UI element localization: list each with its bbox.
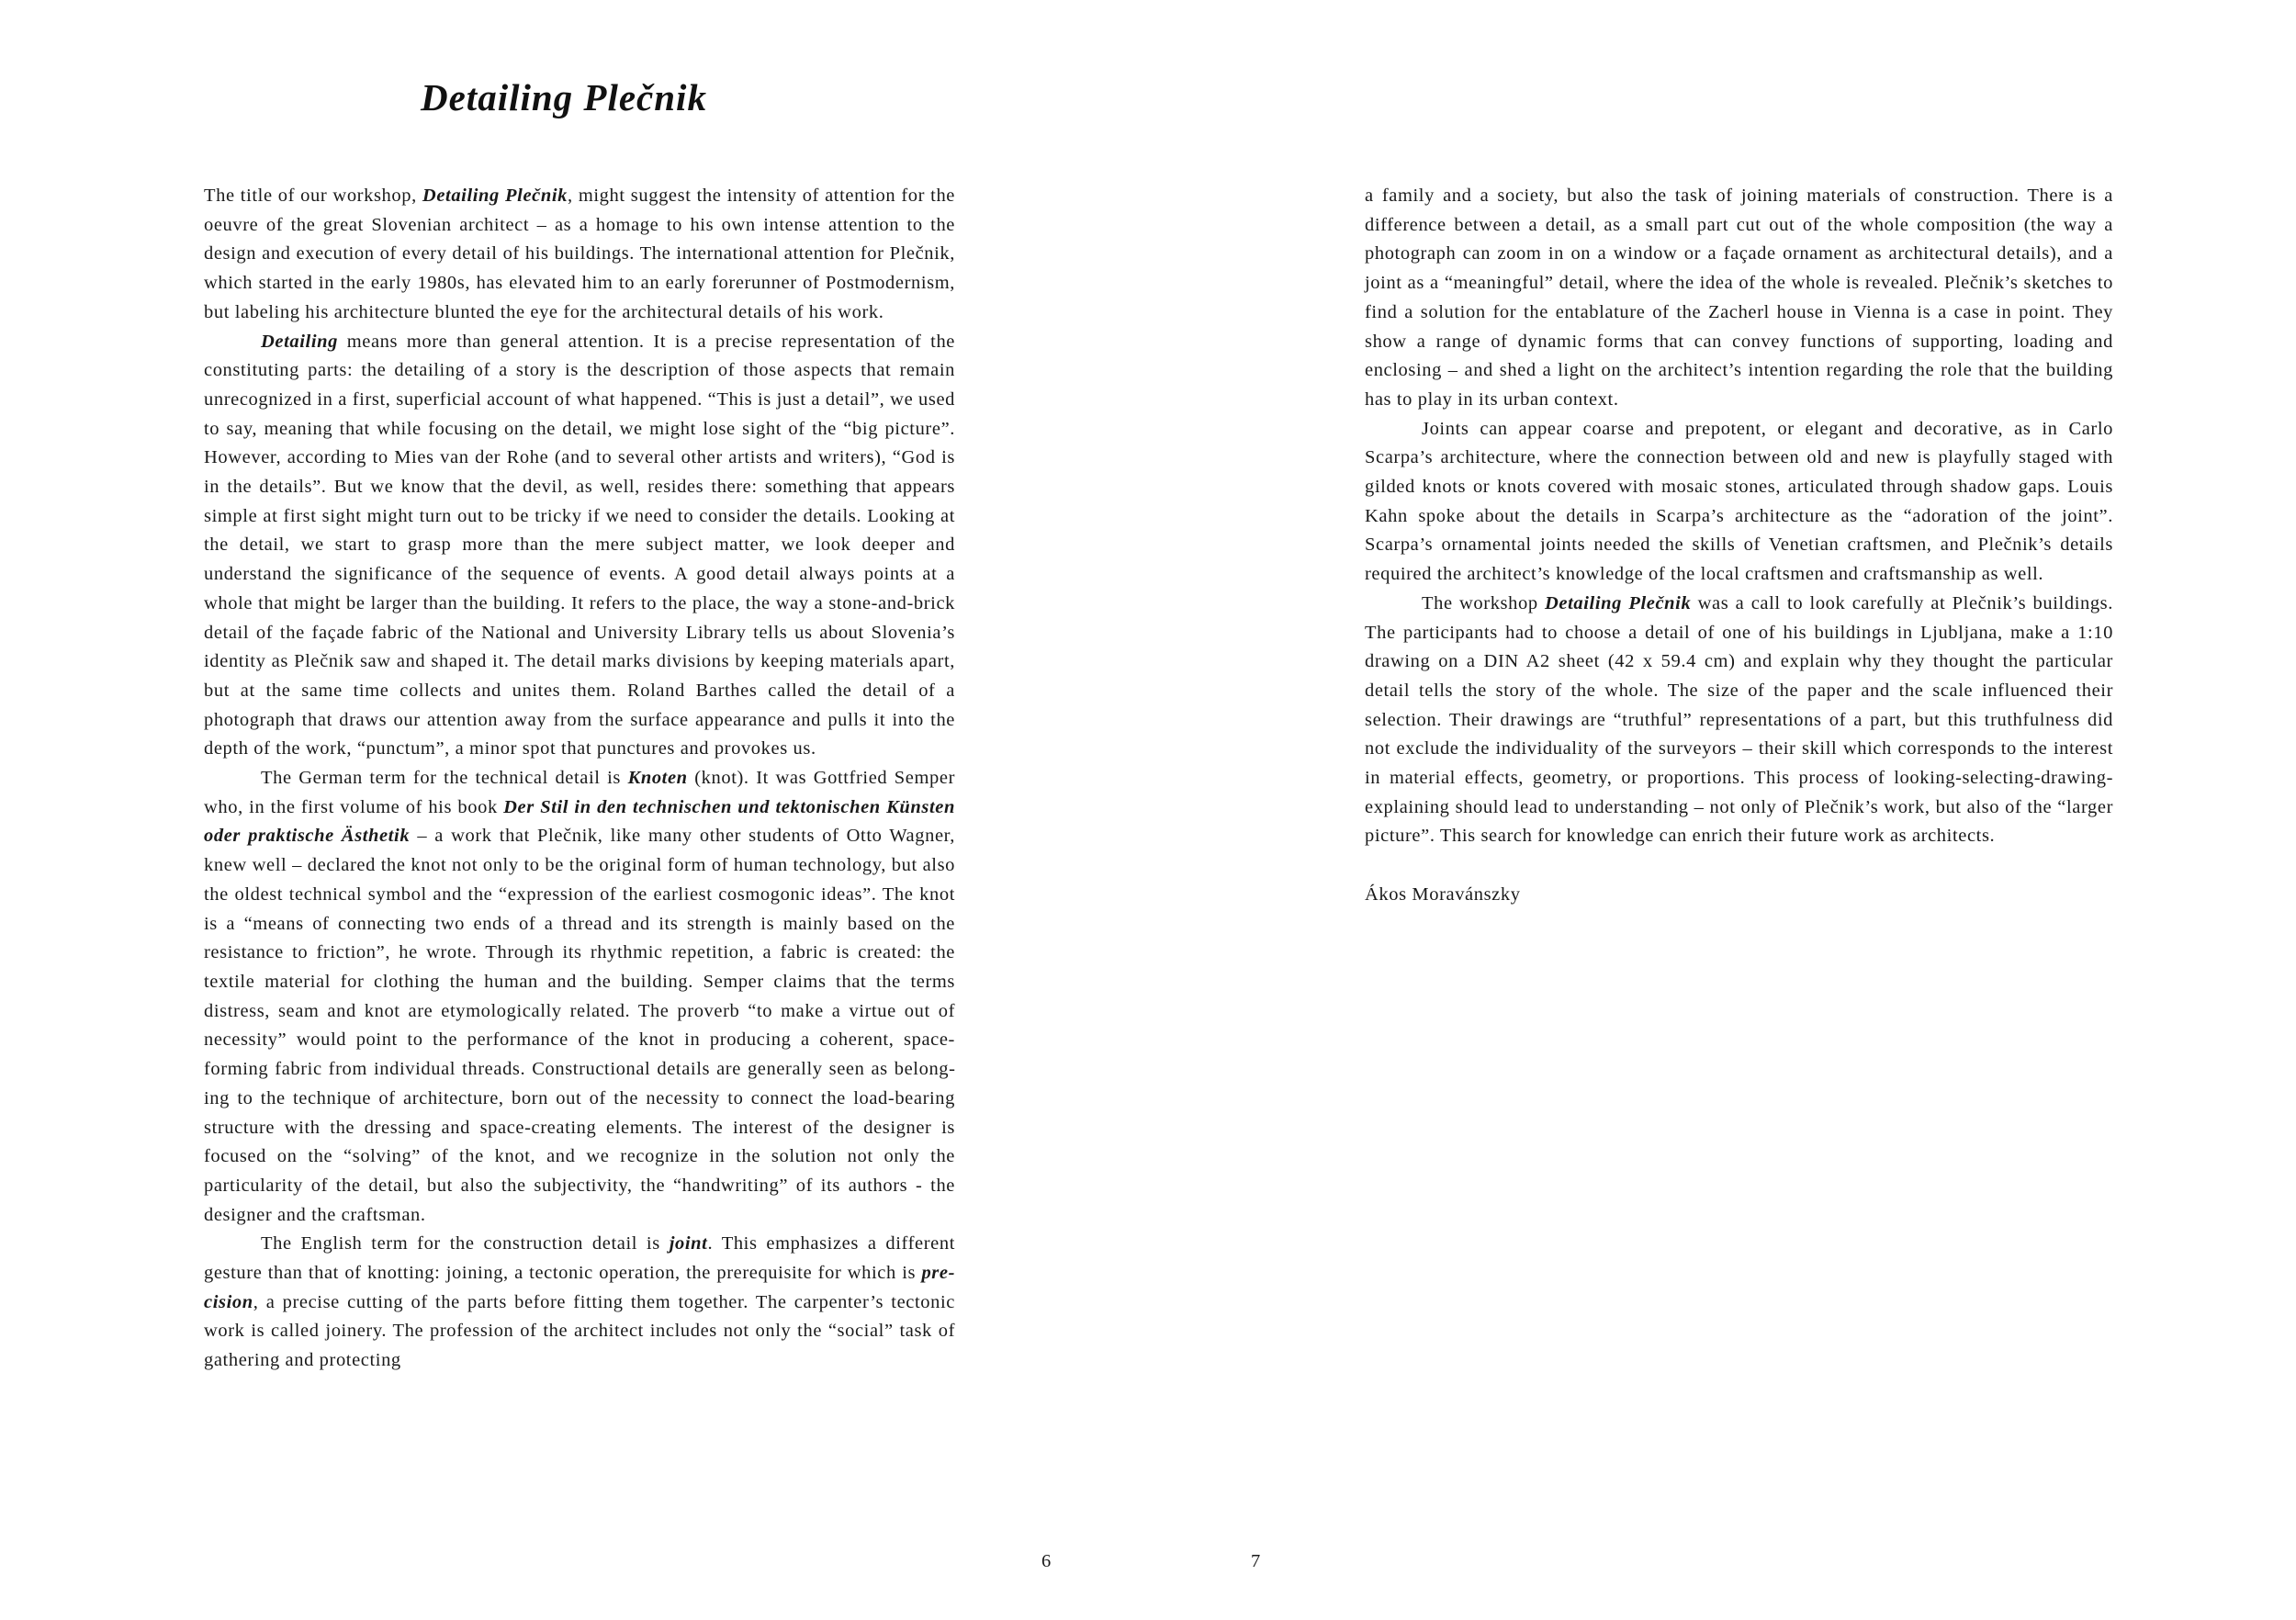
paragraph-text: means more than general attention. It is a precise representation of the constituting parts: the detailing of a story is the description of those aspects that remain unrecognized in a first, superficial account of what happened. “This is just a detail”, we used to say, meaning that while focusing on the detail, we might lose sight of the “big picture”. However, according to Mies van der Rohe (and to several other artists and writers), “God is in the details”. But we know that the devil, as well, resides there: something that appears simple at first sight might turn out to be tricky if we need to consider the details. Looking at the detail, we start to grasp more than the mere subject matter, we look deeper and understand the significance of the sequence of events. A good detail always points at a whole that might be larger than the building. It refers to the place, the way a stone-and-brick detail of the façade fabric of the National and University Library tells us about Slovenia’s identity as Plečnik saw and shaped it. The detail marks divisions by keeping materials apart, but at the same time collects and unites them. Roland Barthes called the detail of a photograph that draws our attention away from the surface appearance and pulls it into the depth of the work, “punctum”, a minor spot that punctures and provokes us. xyxy=(204,331,955,759)
emphasis-knoten: Knoten xyxy=(627,768,688,789)
paragraph-text: The title of our workshop, xyxy=(204,186,422,206)
author-signature: Ákos Moravánszky xyxy=(1365,883,1521,905)
paragraph-text: – a work that Plečnik, like many other students of Otto Wagner, knew well – declared the knot not only to be the original form of human technology, but also the oldest technical symbol and the “expression of the earliest cosmogonic ideas”. The knot is a “means of connecting two ends of a thread and its strength is mainly based on the resistance to friction”, he wrote. Through its rhythmic repetition, a fabric is created: the textile material for clothing the human and the building. Semper claims that the terms distress, seam and knot are etymologically related. The proverb “to make a virtue out of necessity” would point to the performance of the knot in producing a coherent, space-forming fabric from individual threads. Constructional details are generally seen as belonging to the technique of architecture, born out of the necessity to connect the load-bearing structure with the dressing and space-creating elements. The interest of the designer is focused on the “solving” of the knot, and we recognize in the solution not only the particularity of the detail, but also the subjectivity, the “handwriting” of its authors - the designer and the craftsman. xyxy=(204,826,955,1225)
paragraph-text: was a call to look carefully at Plečnik’s buildings. The participants had to choose a detail of one of his buildings in Ljubljana, make a 1:10 drawing on a DIN A2 sheet (42 x 59.4 cm) and explain why they thought the particular detail tells the story of the whole. The size of the paper and the scale influenced their selection. Their drawings are “truthful” representations of a part, but this truthfulness did not exclude the individuality of the surveyors – their skill which corresponds to the interest in material effects, geometry, or proportions. This process of looking-selecting-drawing-explaining should lead to understanding – not only of Plečnik’s work, but also of the “larger picture”. This search for knowledge can enrich their future work as architects. xyxy=(1365,592,2113,847)
paragraph-text: , a precise cutting of the parts before fitting them together. The carpenter’s tectonic work is called joinery. The profession of the architect includes not only the “social” task of gathering and protecting xyxy=(204,1291,955,1371)
paragraph-text: The English term for the construction detail is xyxy=(261,1233,670,1254)
paragraph-text: The German term for the technical detail is xyxy=(261,768,628,789)
paragraph-5: a family and a society, but also the task of joining materials of construction. There is a difference between a detail, as a small part cut out of the whole composition (the way a photograph can zoom in on a window or a façade ornament as architectural details), and a joint as a “meaningful” detail, where the idea of the whole is revealed. Plečnik’s sketches to find a solution for the entablature of the Zacherl house in Vienna is a case in point. They show a range of dynamic forms that can convey functions of supporting, loading and enclosing – and shed a light on the architect’s intention regarding the role that the building has to play in its urban context. xyxy=(1365,186,2113,410)
paragraph-text: , might suggest the intensity of attention for the oeuvre of the great Slovenian architect – as a homage to his own intense attention to the design and execution of every detail of his buildings. The international attention for Plečnik, which started in the early 1980s, has elevated him to an early forerunner of Postmodernism, but labeling his architecture blunted the eye for the architectural details of his work. xyxy=(204,186,955,322)
paragraph-text: The workshop xyxy=(1422,592,1546,613)
paragraph-4 xyxy=(204,1230,955,1376)
page-title: Detailing Plečnik xyxy=(421,76,707,118)
emphasis-joint: joint xyxy=(669,1233,708,1254)
emphasis-precision: pre-cision xyxy=(204,1263,955,1312)
paragraph-text: (knot). It was Gottfried Semper who, in the first volume of his book xyxy=(204,768,956,817)
paragraph-2 xyxy=(204,328,955,765)
emphasis-workshop-title: Detailing Plečnik xyxy=(1545,592,1692,613)
paragraph-7 xyxy=(1365,590,2113,851)
emphasis-book-title: Der Stil in den technischen und tektonischen Künsten oder praktische Ästhetik xyxy=(204,796,955,847)
page-number-right: 7 xyxy=(1251,1551,1261,1571)
paragraph-3 xyxy=(204,764,955,1230)
right-page-text-column xyxy=(1365,182,2113,910)
emphasis-detailing: Detailing xyxy=(261,331,338,352)
paragraph-text: . This emphasizes a different gesture than that of knotting: joining, a tectonic operation, the prerequisite for which is xyxy=(204,1233,956,1284)
emphasis-workshop-title: Detailing Plečnik xyxy=(422,186,568,206)
page-number-left: 6 xyxy=(1041,1551,1052,1571)
paragraph-6: Joints can appear coarse and prepotent, or elegant and decorative, as in Carlo Scarpa’s architecture, where the connection between old and new is playfully staged with gilded knots or knots covered with mosaic stones, articulated through shadow gaps. Louis Kahn spoke about the details in Scarpa’s architecture as the “adoration of the joint”. Scarpa’s ornamental joints needed the skills of Venetian craftsmen, and Plečnik’s details required the architect’s knowledge of the local craftsmen and craftsmanship as well. xyxy=(1365,418,2113,585)
left-page-text-column xyxy=(204,182,955,1376)
paragraph-1 xyxy=(204,182,955,328)
